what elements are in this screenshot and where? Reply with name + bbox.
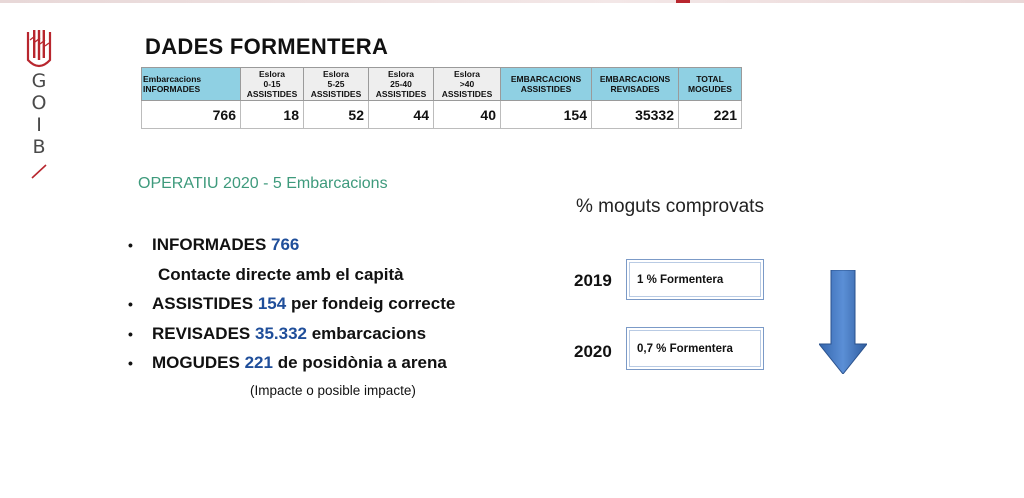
moguts-title: % moguts comprovats bbox=[576, 196, 764, 217]
value-eslora-25-40: 44 bbox=[369, 101, 434, 129]
logo-letter-b: B bbox=[32, 136, 46, 158]
header-eslora-0-15: Eslora 0-15 ASSISTIDES bbox=[241, 68, 304, 101]
bullet-informades-sub: Contacte directe amb el capità bbox=[158, 264, 404, 284]
value-eslora-0-15: 18 bbox=[241, 101, 304, 129]
operatiu-heading: OPERATIU 2020 - 5 Embarcacions bbox=[138, 175, 388, 192]
header-embarcacions-revisades: EMBARCACIONS REVISADES bbox=[592, 68, 679, 101]
top-accent-mark bbox=[676, 0, 690, 3]
logo-letter-i: I bbox=[36, 114, 42, 136]
bullet-informades: • INFORMADES 766 bbox=[128, 230, 455, 260]
bullet-value: 154 bbox=[257, 294, 287, 313]
value-eslora-5-25: 52 bbox=[304, 101, 369, 129]
percent-box-2019: 1 % Formentera bbox=[626, 259, 764, 300]
header-informades: Embarcacions INFORMADES bbox=[142, 68, 241, 101]
balearic-emblem-icon bbox=[26, 28, 52, 70]
value-embarcacions-revisades: 35332 bbox=[592, 101, 679, 129]
stats-table bbox=[141, 67, 742, 129]
value-total-mogudes: 221 bbox=[679, 101, 742, 129]
bullet-list bbox=[128, 230, 455, 378]
bullet-revisades: • REVISADES 35.332 embarcacions bbox=[128, 319, 455, 349]
percent-box-2020: 0,7 % Formentera bbox=[626, 327, 764, 370]
down-arrow-icon bbox=[819, 270, 867, 374]
header-total-mogudes: TOTAL MOGUDES bbox=[679, 68, 742, 101]
bullet-dot: • bbox=[128, 355, 133, 371]
bullet-value: 221 bbox=[244, 353, 273, 372]
bullet-dot: • bbox=[128, 296, 133, 312]
header-embarcacions-assistides: EMBARCACIONS ASSISTIDES bbox=[501, 68, 592, 101]
bullet-value: 35.332 bbox=[254, 323, 307, 343]
header-eslora-40: Eslora >40 ASSISTIDES bbox=[434, 68, 501, 101]
value-informades: 766 bbox=[142, 101, 241, 129]
header-eslora-25-40: Eslora 25-40 ASSISTIDES bbox=[369, 68, 434, 101]
stats-value-row bbox=[142, 101, 742, 129]
year-2019-label: 2019 bbox=[574, 271, 612, 290]
bullet-mogudes: • MOGUDES 221 de posidònia a arena bbox=[128, 348, 455, 378]
year-2020-label: 2020 bbox=[574, 342, 612, 361]
bullet-dot: • bbox=[128, 237, 133, 253]
logo-letter-g: G bbox=[31, 70, 47, 92]
value-eslora-40: 40 bbox=[434, 101, 501, 129]
header-eslora-5-25: Eslora 5-25 ASSISTIDES bbox=[304, 68, 369, 101]
goib-logo bbox=[26, 28, 52, 180]
impact-note: (Impacte o posible impacte) bbox=[250, 383, 416, 398]
logo-slash-icon bbox=[26, 162, 52, 180]
value-embarcacions-assistides: 154 bbox=[501, 101, 592, 129]
bullet-dot: • bbox=[128, 325, 133, 342]
logo-letter-o: O bbox=[31, 92, 47, 114]
bullet-value: 766 bbox=[271, 235, 300, 254]
page-title: DADES FORMENTERA bbox=[145, 34, 389, 59]
stats-header-row bbox=[142, 68, 742, 101]
bullet-assistides: • ASSISTIDES 154 per fondeig correcte bbox=[128, 289, 455, 319]
top-border-line bbox=[0, 0, 1024, 3]
